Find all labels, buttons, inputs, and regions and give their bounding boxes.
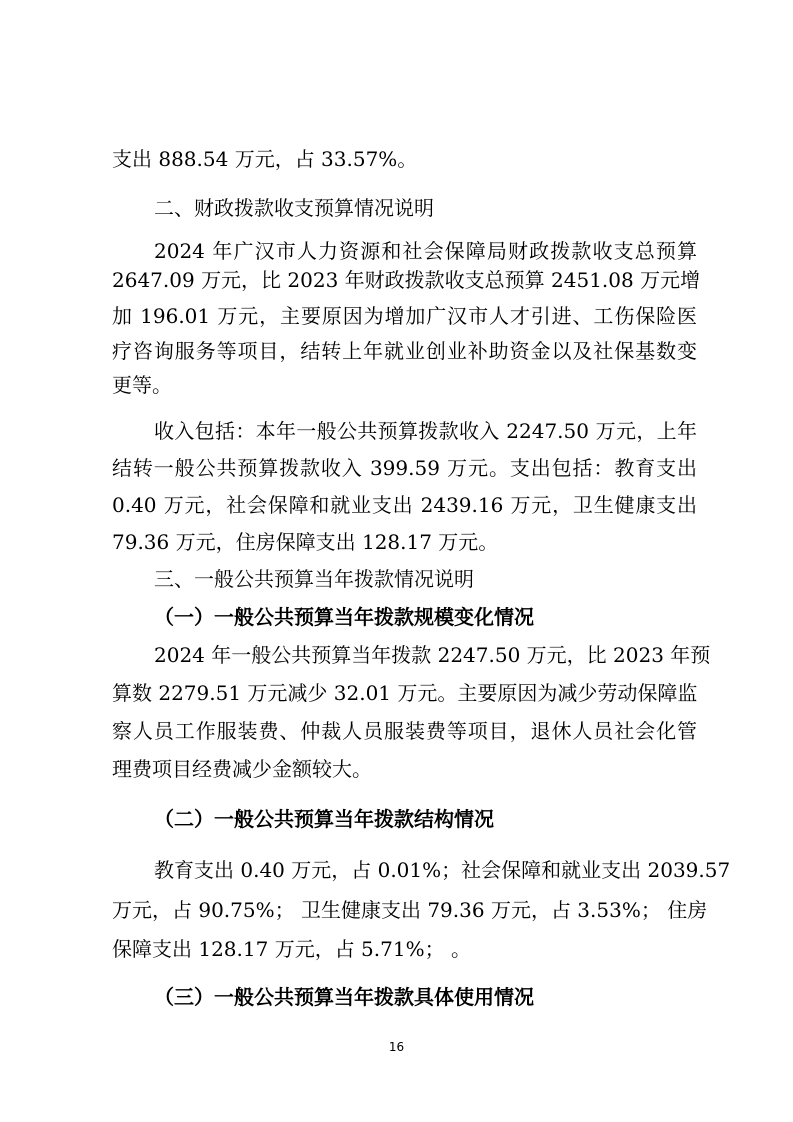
- section-heading-3: 三、一般公共预算当年拨款情况说明: [154, 567, 474, 591]
- paragraph-line: 收入包括：本年一般公共预算拨款收入 2247.50 万元，上年: [154, 419, 697, 443]
- paragraph-line: 教育支出 0.40 万元，占 0.01%；社会保障和就业支出 2039.57: [154, 858, 731, 882]
- paragraph-line: 算数 2279.51 万元减少 32.01 万元。主要原因为减少劳动保障监: [112, 681, 698, 705]
- paragraph-line: 支出 888.54 万元，占 33.57%。: [112, 147, 418, 171]
- paragraph-line: 保障支出 128.17 万元，占 5.71%； 。: [112, 937, 471, 961]
- subsection-heading-1: （一）一般公共预算当年拨款规模变化情况: [154, 605, 534, 629]
- paragraph-line: 2647.09 万元，比 2023 年财政拨款收支总预算 2451.08 万元增: [112, 268, 701, 292]
- paragraph-line: 结转一般公共预算拨款收入 399.59 万元。支出包括：教育支出: [112, 456, 697, 480]
- paragraph-line: 2024 年一般公共预算当年拨款 2247.50 万元，比 2023 年预: [154, 643, 711, 667]
- subsection-heading-2: （二）一般公共预算当年拨款结构情况: [154, 807, 494, 831]
- section-heading-2: 二、财政拨款收支预算情况说明: [154, 196, 434, 220]
- paragraph-line: 79.36 万元，住房保障支出 128.17 万元。: [112, 530, 499, 554]
- paragraph-line: 察人员工作服装费、仲裁人员服装费等项目，退休人员社会化管: [112, 719, 697, 743]
- paragraph-line: 0.40 万元，社会保障和就业支出 2439.16 万元，卫生健康支出: [112, 493, 697, 517]
- page-number: 16: [388, 1040, 405, 1054]
- subsection-heading-3: （三）一般公共预算当年拨款具体使用情况: [154, 985, 534, 1009]
- paragraph-line: 2024 年广汉市人力资源和社会保障局财政拨款收支总预算: [154, 239, 697, 263]
- paragraph-line: 更等。: [112, 373, 172, 397]
- paragraph-line: 万元，占 90.75%； 卫生健康支出 79.36 万元，占 3.53%； 住房: [112, 898, 708, 922]
- paragraph-line: 加 196.01 万元，主要原因为增加广汉市人才引进、工伤保险医: [112, 304, 697, 328]
- paragraph-line: 疗咨询服务等项目，结转上年就业创业补助资金以及社保基数变: [112, 339, 697, 363]
- paragraph-line: 理费项目经费减少金额较大。: [112, 757, 372, 781]
